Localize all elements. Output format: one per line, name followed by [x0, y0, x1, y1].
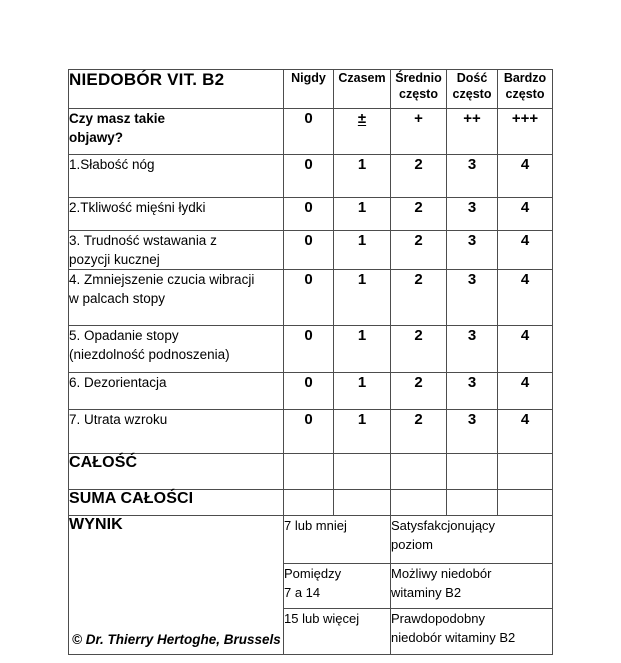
symbol-czasem: [334, 109, 391, 155]
result-row-1: [69, 516, 553, 564]
question-5-line1: 5. Opadanie stopy: [69, 328, 179, 343]
subtotal-label: CAŁOŚĆ: [69, 454, 284, 490]
question-7-score-1[interactable]: 1: [334, 410, 391, 454]
result-meaning-3: [391, 609, 553, 655]
question-3-line2: pozycji kucznej: [69, 252, 160, 267]
column-header-bardzo-czesto-line2: często: [505, 87, 545, 101]
subtotal-input-nigdy[interactable]: [284, 454, 334, 490]
column-header-dosc-czesto-line2: często: [452, 87, 492, 101]
symbol-nigdy: 0: [284, 109, 334, 155]
symbol-bardzo-czesto: +++: [498, 109, 553, 155]
question-2-score-2[interactable]: 2: [391, 198, 447, 231]
result-meaning-3-line1: Prawdopodobny: [391, 611, 485, 626]
column-header-srednio-czesto: [391, 70, 447, 109]
column-header-nigdy: [284, 70, 334, 109]
result-range-2-line2: 7 a 14: [284, 585, 321, 600]
question-3-score-1[interactable]: 1: [334, 231, 391, 270]
result-range-2-line1: Pomiędzy: [284, 566, 342, 581]
question-5-score-3[interactable]: 3: [447, 326, 498, 373]
table-row: [69, 373, 553, 410]
result-range-3-line1: 15 lub więcej: [284, 611, 360, 626]
question-1-score-0[interactable]: 0: [284, 155, 334, 198]
question-7-line1: 7. Utrata wzroku: [69, 412, 168, 427]
symptoms-question-line1: Czy masz takie: [69, 111, 166, 126]
question-1-score-1[interactable]: 1: [334, 155, 391, 198]
result-meaning-2: [391, 564, 553, 609]
column-header-nigdy-line1: Nigdy: [291, 71, 326, 85]
column-header-bardzo-czesto: [498, 70, 553, 109]
question-3-line1: 3. Trudność wstawania z: [69, 233, 217, 248]
question-5-score-2[interactable]: 2: [391, 326, 447, 373]
grand-total-row: [69, 490, 553, 516]
result-range-2: [284, 564, 391, 609]
table-row: [69, 231, 553, 270]
question-6-score-1[interactable]: 1: [334, 373, 391, 410]
question-4-score-2[interactable]: 2: [391, 270, 447, 326]
vitamin-b2-deficiency-table: [68, 69, 553, 655]
table-row: [69, 270, 553, 326]
question-1-line1: 1.Słabość nóg: [69, 157, 155, 172]
question-6-score-0[interactable]: 0: [284, 373, 334, 410]
column-header-czasem: [334, 70, 391, 109]
table-row: [69, 198, 553, 231]
table-row: [69, 326, 553, 373]
column-header-bardzo-czesto-line1: Bardzo: [503, 71, 547, 85]
question-6-label: [69, 373, 284, 410]
grand-total-input-bardzo-czesto[interactable]: [498, 490, 553, 516]
symbol-srednio-czesto: +: [391, 109, 447, 155]
question-2-label: [69, 198, 284, 231]
question-3-score-4[interactable]: 4: [498, 231, 553, 270]
column-header-dosc-czesto-line1: Dość: [456, 71, 488, 85]
table-title: NIEDOBÓR VIT. B2: [69, 70, 284, 109]
grand-total-input-srednio-czesto[interactable]: [391, 490, 447, 516]
question-1-score-2[interactable]: 2: [391, 155, 447, 198]
symbol-dosc-czesto: ++: [447, 109, 498, 155]
grand-total-input-czasem[interactable]: [334, 490, 391, 516]
question-2-score-4[interactable]: 4: [498, 198, 553, 231]
result-meaning-2-line2: witaminy B2: [391, 585, 462, 600]
question-7-score-3[interactable]: 3: [447, 410, 498, 454]
question-4-score-3[interactable]: 3: [447, 270, 498, 326]
subtotal-input-bardzo-czesto[interactable]: [498, 454, 553, 490]
question-5-score-1[interactable]: 1: [334, 326, 391, 373]
question-5-label: [69, 326, 284, 373]
result-range-3: [284, 609, 391, 655]
question-5-score-4[interactable]: 4: [498, 326, 553, 373]
question-7-score-2[interactable]: 2: [391, 410, 447, 454]
column-header-czasem-line1: Czasem: [338, 71, 386, 85]
subtotal-input-dosc-czesto[interactable]: [447, 454, 498, 490]
symptoms-question-line2: objawy?: [69, 130, 124, 145]
question-3-score-2[interactable]: 2: [391, 231, 447, 270]
subtotal-input-czasem[interactable]: [334, 454, 391, 490]
table-row: [69, 155, 553, 198]
column-header-srednio-czesto-line2: często: [399, 87, 438, 101]
question-6-score-2[interactable]: 2: [391, 373, 447, 410]
result-range-1: [284, 516, 391, 564]
table-header-row: [69, 70, 553, 109]
question-4-line2: w palcach stopy: [69, 291, 166, 306]
question-6-score-4[interactable]: 4: [498, 373, 553, 410]
question-2-score-3[interactable]: 3: [447, 198, 498, 231]
question-1-label: [69, 155, 284, 198]
question-7-label: [69, 410, 284, 454]
table-row: [69, 410, 553, 454]
question-2-line1: 2.Tkliwość mięśni łydki: [69, 200, 206, 215]
result-meaning-1-line2: poziom: [391, 537, 433, 552]
question-4-score-4[interactable]: 4: [498, 270, 553, 326]
subtotal-row: [69, 454, 553, 490]
question-2-score-0[interactable]: 0: [284, 198, 334, 231]
question-1-score-4[interactable]: 4: [498, 155, 553, 198]
question-1-score-3[interactable]: 3: [447, 155, 498, 198]
question-3-label: [69, 231, 284, 270]
column-header-dosc-czesto: [447, 70, 498, 109]
question-7-score-0[interactable]: 0: [284, 410, 334, 454]
result-label: WYNIK: [69, 516, 284, 655]
result-range-1-line1: 7 lub mniej: [284, 518, 347, 533]
subtotal-input-srednio-czesto[interactable]: [391, 454, 447, 490]
question-5-score-0[interactable]: 0: [284, 326, 334, 373]
question-5-line2: (niezdolność podnoszenia): [69, 347, 230, 362]
result-meaning-1: [391, 516, 553, 564]
grand-total-input-nigdy[interactable]: [284, 490, 334, 516]
copyright-credit: © Dr. Thierry Hertoghe, Brussels: [72, 632, 281, 647]
question-4-line1: 4. Zmniejszenie czucia wibracji: [69, 272, 255, 287]
question-4-score-0[interactable]: 0: [284, 270, 334, 326]
result-meaning-2-line1: Możliwy niedobór: [391, 566, 492, 581]
question-3-score-0[interactable]: 0: [284, 231, 334, 270]
question-3-score-3[interactable]: 3: [447, 231, 498, 270]
grand-total-label: SUMA CAŁOŚCI: [69, 490, 284, 516]
result-meaning-3-line2: niedobór witaminy B2: [391, 630, 516, 645]
question-4-label: [69, 270, 284, 326]
question-6-line1: 6. Dezorientacja: [69, 375, 167, 390]
question-6-score-3[interactable]: 3: [447, 373, 498, 410]
question-4-score-1[interactable]: 1: [334, 270, 391, 326]
result-meaning-1-line1: Satysfakcjonujący: [391, 518, 496, 533]
question-2-score-1[interactable]: 1: [334, 198, 391, 231]
grand-total-input-dosc-czesto[interactable]: [447, 490, 498, 516]
symptoms-question-label: [69, 109, 284, 155]
symbol-legend-row: [69, 109, 553, 155]
column-header-srednio-czesto-line1: Średnio: [395, 71, 442, 85]
question-7-score-4[interactable]: 4: [498, 410, 553, 454]
symbol-czasem-glyph: ±: [357, 110, 367, 127]
